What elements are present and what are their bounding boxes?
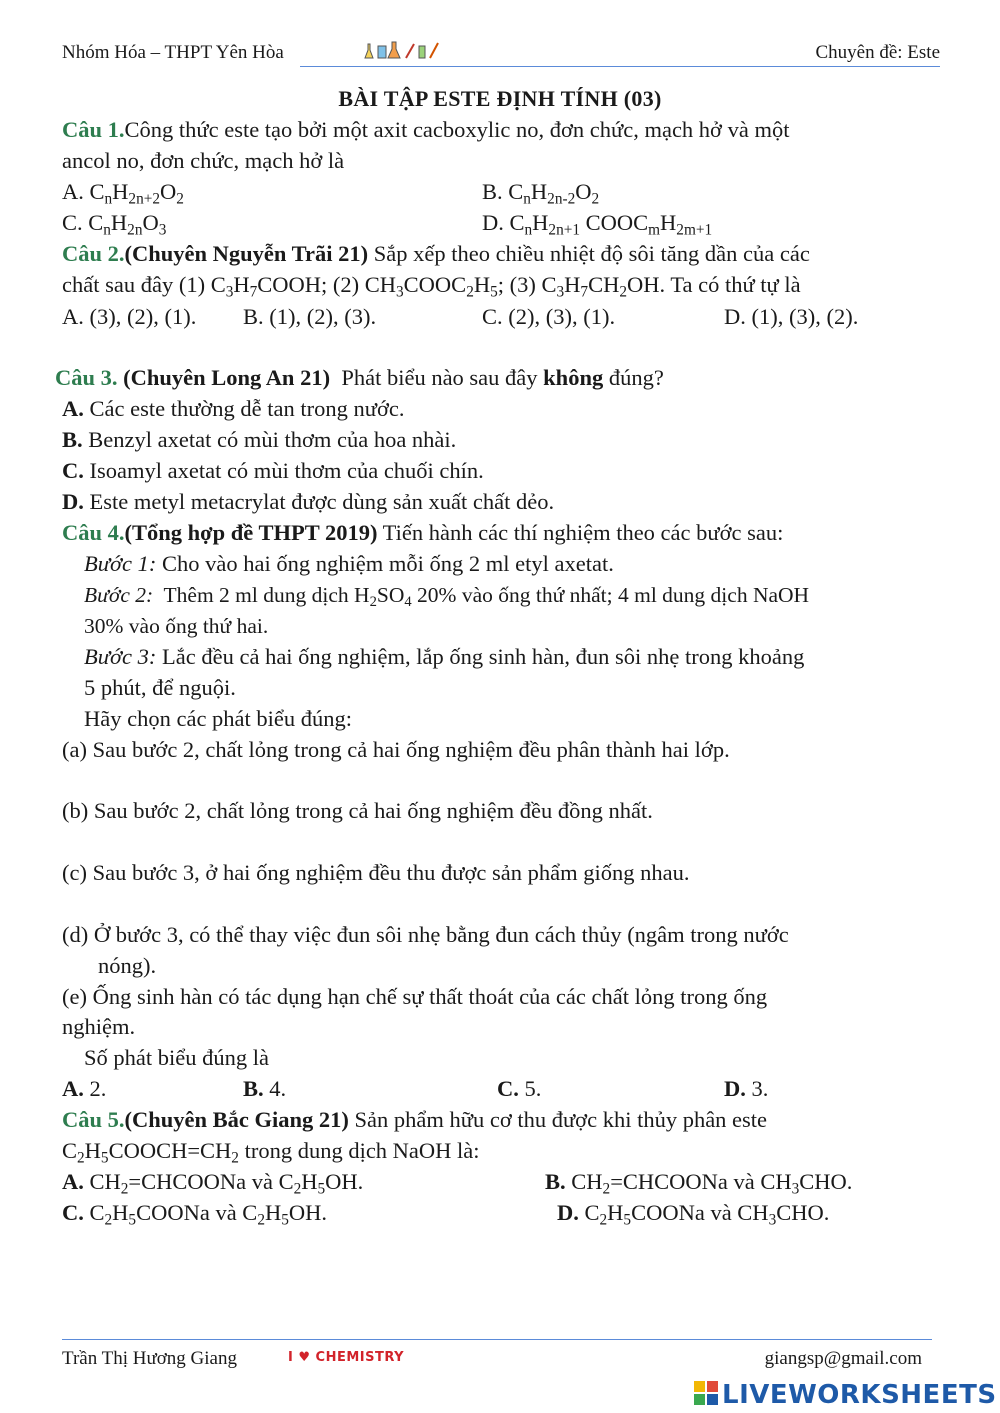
q3-option-c (62, 457, 484, 485)
q4-c-label: C. (497, 1076, 519, 1101)
q4-step1-text: Cho vào hai ống nghiệm mỗi ống 2 ml etyl axetat. (156, 551, 614, 576)
q1-stem-line-2: ancol no, đơn chức, mạch hở là (62, 148, 345, 173)
liveworksheets-text: LIVEWORKSHEETS (722, 1380, 997, 1410)
q2-stem: Sắp xếp theo chiều nhiệt độ sôi tăng dần của các (368, 241, 810, 266)
page-header (62, 42, 940, 68)
liveworksheets-watermark[interactable] (694, 1378, 997, 1412)
q5-d-label: D. (557, 1200, 579, 1225)
q3-c-label: C. (62, 458, 84, 483)
q5-label: Câu 5. (62, 1107, 125, 1132)
q3-stem-end: đúng? (603, 365, 664, 390)
q2-option-a: A. (3), (2), (1). (62, 304, 197, 329)
page-title: BÀI TẬP ESTE ĐỊNH TÍNH (03) (338, 86, 662, 111)
q5-stem-line-2: $C_2H_5COOCH=CH_2$ trong dung dịch NaOH là: (62, 1138, 480, 1167)
header-divider (300, 66, 940, 67)
q4-statement-a: (a) Sau bước 2, chất lỏng trong cả hai ống nghiệm đều phân thành hai lớp. (62, 737, 730, 762)
q3-stem (55, 364, 664, 392)
q2-stem-line-2: chất sau đây (1) $C_3H_7COOH$; (2) $CH_3COOC_2H_5$; (3) $C_3H_7CH_2OH$. Ta có thứ tự là (62, 272, 801, 301)
q3-source: (Chuyên Long An 21) (123, 365, 331, 390)
q2-source: (Chuyên Nguyễn Trãi 21) (124, 241, 369, 266)
q4-d-label: D. (724, 1076, 746, 1101)
q5-option-d: D. $C_2H_5COONa$ và $CH_3CHO$. (557, 1200, 830, 1229)
q4-statement-e-cont: nghiệm. (62, 1014, 136, 1039)
q4-statement-b: (b) Sau bước 2, chất lỏng trong cả hai ống nghiệm đều đồng nhất. (62, 798, 653, 823)
q3-b-label: B. (62, 427, 83, 452)
q5-option-b: B. $CH_2=CHCOONa$ và $CH_3CHO$. (545, 1169, 853, 1198)
q4-option-a (62, 1075, 106, 1103)
q4-statement-e: (e) Ống sinh hàn có tác dụng hạn chế sự thất thoát của các chất lỏng trong ống (62, 984, 768, 1009)
q1-option-d: D. $C_nH_{2n+1}$ $COOC_mH_{2m+1}$ (482, 210, 713, 239)
q4-stem (62, 519, 783, 547)
q5-option-a: A. $CH_2=CHCOONa$ và $C_2H_5OH$. (62, 1169, 364, 1198)
q4-step-3 (84, 643, 804, 671)
q4-step-1 (84, 550, 614, 578)
q4-step-2-cont: 30% vào ống thứ hai. (84, 614, 269, 638)
q4-statement-d-cont: nóng). (98, 953, 157, 978)
q4-a-label: A. (62, 1076, 84, 1101)
q5-stem-text: Sản phẩm hữu cơ thu được khi thủy phân este (348, 1107, 768, 1132)
q4-step3-text: Lắc đều cả hai ống nghiệm, lắp ống sinh hàn, đun sôi nhẹ trong khoảng (156, 644, 805, 669)
q4-b-text: 4. (263, 1076, 287, 1101)
q3-label: Câu 3. (55, 365, 118, 390)
q4-stem-text: Tiến hành các thí nghiệm theo các bước sau: (377, 520, 784, 545)
q5-c-label: C. (62, 1200, 84, 1225)
q4-option-d (724, 1075, 768, 1103)
q4-b-label: B. (243, 1076, 264, 1101)
q2-option-b: B. (1), (2), (3). (243, 304, 377, 329)
q2-option-c: C. (2), (3), (1). (482, 304, 616, 329)
chemistry-badge: I ♥ CHEMISTRY (288, 1350, 405, 1365)
q5-b-label: B. (545, 1169, 566, 1194)
q2-option-d: D. (1), (3), (2). (724, 304, 859, 329)
q4-option-b (243, 1075, 286, 1103)
q3-a-label: A. (62, 396, 84, 421)
header-topic: Chuyên đề: Este (815, 42, 940, 63)
header-group: Nhóm Hóa – THPT Yên Hòa (62, 42, 284, 63)
q3-c-text: Isoamyl axetat có mùi thơm của chuối chín. (83, 458, 484, 483)
q3-option-a (62, 395, 404, 423)
q4-c-text: 5. (518, 1076, 542, 1101)
liveworksheets-logo-icon (694, 1381, 718, 1410)
q3-b-text: Benzyl axetat có mùi thơm của hoa nhài. (82, 427, 457, 452)
q1-stem: Công thức este tạo bởi một axit cacboxylic no, đơn chức, mạch hở và một (124, 117, 790, 142)
q5-stem (62, 1106, 767, 1134)
footer-author: Trần Thị Hương Giang (62, 1348, 237, 1369)
q1-label: Câu 1. (62, 117, 125, 142)
q5-source: (Chuyên Bắc Giang 21) (124, 1107, 349, 1132)
q4-step2-label: Bước 2: (84, 583, 154, 607)
q4-choose: Hãy chọn các phát biểu đúng: (84, 706, 353, 731)
footer-divider (62, 1339, 932, 1340)
q3-stem-emphasis: không (543, 365, 604, 390)
q4-a-text: 2. (83, 1076, 107, 1101)
q4-count-question: Số phát biểu đúng là (84, 1045, 269, 1070)
q1-option-a: A. $C_nH_{2n+2}O_2$ (62, 179, 184, 208)
q3-option-b (62, 426, 456, 454)
q4-source: (Tổng hợp đề THPT 2019) (124, 520, 378, 545)
q4-statement-c: (c) Sau bước 3, ở hai ống nghiệm đều thu được sản phẩm giống nhau. (62, 860, 690, 885)
q4-option-c (497, 1075, 541, 1103)
q3-d-label: D. (62, 489, 84, 514)
q4-d-text: 3. (745, 1076, 769, 1101)
q1-option-b: B. $C_nH_{2n-2}O_2$ (482, 179, 600, 208)
q4-label: Câu 4. (62, 520, 125, 545)
q5-option-c: C. $C_2H_5COONa$ và $C_2H_5OH$. (62, 1200, 327, 1229)
q4-statement-d: (d) Ở bước 3, có thể thay việc đun sôi nhẹ bằng đun cách thủy (ngâm trong nước (62, 922, 789, 947)
q4-step3-label: Bước 3: (84, 644, 157, 669)
q3-stem-text: Phát biểu nào sau đây (341, 365, 544, 390)
q4-step-3-cont: 5 phút, để nguội. (84, 675, 236, 700)
q2-stem-line-1 (62, 240, 810, 268)
footer-email: giangsp@gmail.com (764, 1348, 922, 1369)
q4-step1-label: Bước 1: (84, 551, 157, 576)
q3-d-text: Este metyl metacrylat được dùng sản xuất chất dẻo. (83, 489, 555, 514)
q2-label: Câu 2. (62, 241, 125, 266)
q1-option-c: C. $C_nH_{2n}O_3$ (62, 210, 167, 239)
q1-stem-line-1 (62, 116, 789, 144)
q5-a-label: A. (62, 1169, 84, 1194)
q4-step-2: Bước 2: Thêm 2 ml dung dịch $H_2SO_4$ 20% vào ống thứ nhất; 4 ml dung dịch NaOH (84, 583, 810, 611)
q3-a-text: Các este thường dễ tan trong nước. (83, 396, 405, 421)
q3-option-d (62, 488, 554, 516)
